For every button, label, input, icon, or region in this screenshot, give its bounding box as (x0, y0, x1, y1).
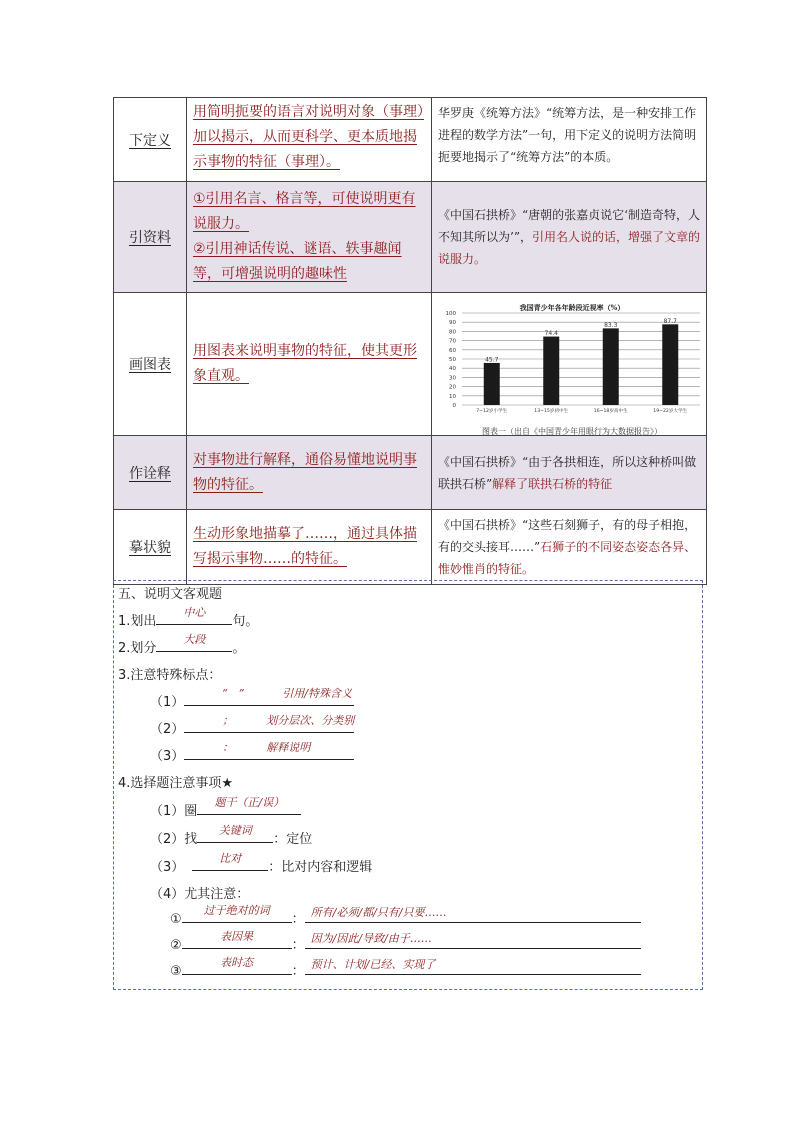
y-tick-label: 0 (452, 403, 456, 409)
y-tick-label: 50 (449, 357, 456, 363)
q3-item-1: （1） “ ” 引用/特殊含义 (150, 691, 354, 710)
method-desc: 用图表来说明事物的特征，使其更形象直观。 (193, 343, 417, 384)
method-example-analysis: 解释了联拱石桥的特征 (492, 476, 613, 491)
q4-4-list-2: 因为/因此/导致/由于…… (305, 934, 641, 949)
bar-value-label: 87.7 (663, 317, 677, 325)
bar (543, 337, 559, 405)
method-label: 摹状貌 (129, 540, 171, 556)
q3-title: 3.注意特殊标点： (118, 668, 222, 683)
bar (603, 328, 619, 405)
q2-line: 2.划分 大段 。 (118, 633, 246, 656)
x-tick-label: 7~12岁小学生 (476, 409, 508, 414)
y-tick-label: 70 (449, 338, 456, 345)
method-label: 画图表 (129, 357, 171, 373)
q4-4-item-2: ② 表因果 ： 因为/因此/导致/由于…… (170, 934, 641, 953)
chart-caption: 图表一（出自《中国青少年用眼行为大数据报告》） (482, 427, 662, 436)
method-example: 华罗庚《统筹方法》“统筹方法，是一种安排工作进程的数学方法”一句，用下定义的说明方法简明扼要地揭示了“统筹方法”的本质。 (438, 106, 697, 164)
method-desc: 对事物进行解释，通俗易懂地说明事物的特征。 (193, 451, 417, 493)
x-tick-label: 13~15岁初中生 (534, 409, 569, 414)
table-row (114, 182, 707, 293)
q3-item-2: （2） ； 划分层次、分类别 (150, 714, 355, 737)
q2-blank: 大段 (156, 637, 232, 652)
q1-blank: 中心 (156, 610, 232, 625)
q4-blank-1: 题干（正/误） (197, 800, 301, 815)
method-label: 下定义 (129, 132, 171, 149)
bar (484, 363, 500, 405)
q4-item-1: （1）圈 题干（正/误） (150, 800, 301, 819)
method-label: 作诠释 (129, 465, 171, 482)
q1-line: 1.划出 中心 句。 (118, 606, 259, 629)
bar (662, 324, 678, 405)
q4-4-blank-1: 过于绝对的词 (182, 908, 292, 923)
method-desc-1: ①引用名言、格言等，可使说明更有说服力。 (193, 191, 416, 232)
table-row (114, 436, 707, 510)
method-desc-2: ②引用神话传说、谜语、轶事趣闻等，可增强说明的趣味性 (193, 241, 402, 282)
q4-4-blank-2: 表因果 (182, 934, 292, 949)
q3-item-3: （3） ： 解释说明 (150, 745, 354, 764)
table-row (114, 510, 707, 585)
bar-value-label: 45.7 (485, 356, 499, 364)
method-desc: 生动形象地描摹了……，通过具体描写揭示事物……的特征。 (193, 526, 417, 567)
method-desc: 用简明扼要的语言对说明对象（事理）加以揭示，从而更科学、更本质地揭示事物的特征（事理）。 (193, 104, 424, 170)
y-tick-label: 30 (449, 375, 456, 382)
q4-blank-2: 关键词 (197, 828, 273, 843)
q3-blank-2: ； 划分层次、分类别 (184, 718, 354, 733)
bar-value-label: 74.4 (544, 330, 558, 338)
chart (434, 295, 710, 436)
table-row (114, 98, 707, 182)
q4-title: 4.选择题注意事项★ (118, 776, 234, 791)
section-title: 五、说明文客观题 (118, 587, 223, 602)
q4-4-list-1: 所有/必须/都/只有/只要…… (305, 908, 641, 923)
bar-chart (434, 305, 710, 429)
method-example: 《中国石拱桥》“唐朝的张嘉贞说它‘制造奇特，人不知其所以为’”， (438, 208, 700, 244)
x-tick-label: 16~18岁高中生 (593, 409, 628, 414)
q3-blank-1: “ ” 引用/特殊含义 (184, 691, 354, 706)
methods-table (113, 97, 707, 585)
q4-item-3: （3） 比对 ：比对内容和逻辑 (150, 852, 373, 875)
q4-4-list-3: 预计、计划/已经、实现了 (305, 960, 641, 975)
chart-title: 我国青少年各年龄段近视率（%） (519, 303, 625, 312)
x-tick-label: 19~22岁大学生 (653, 409, 688, 414)
y-tick-label: 80 (449, 329, 456, 336)
method-example-analysis: 引用名人说的话，增强了文章的说服力。 (438, 230, 700, 266)
q4-4-item-1: ① 过于绝对的词 ： 所有/必须/都/只有/只要…… (170, 908, 641, 927)
q3-blank-3: ： 解释说明 (184, 745, 354, 760)
q4-blank-3: 比对 (192, 856, 268, 871)
method-label: 引资料 (129, 230, 171, 246)
y-tick-label: 60 (449, 347, 456, 354)
y-tick-label: 40 (449, 366, 456, 373)
q4-4-blank-3: 表时态 (182, 960, 292, 975)
method-example: 《中国石拱桥》“这些石刻狮子，有的母子相抱，有的交头接耳……” (438, 518, 697, 554)
method-example: 《中国石拱桥》“由于各拱相连，所以这种桥叫做联拱石桥” (438, 454, 697, 491)
method-example-analysis: 石狮子的不同姿态姿态各异、惟妙惟肖的特征。 (438, 540, 697, 576)
y-tick-label: 20 (449, 384, 456, 391)
q4-4-item-3: ③ 表时态 ： 预计、计划/已经、实现了 (170, 960, 641, 979)
bar-value-label: 83.3 (604, 321, 618, 329)
table-row (114, 293, 707, 436)
q4-item-2: （2）找 关键词 ：定位 (150, 824, 313, 847)
y-tick-label: 10 (449, 393, 456, 400)
y-tick-label: 100 (445, 311, 456, 317)
y-tick-label: 90 (449, 320, 456, 327)
q4-4-title: （4）尤其注意： (150, 887, 250, 902)
